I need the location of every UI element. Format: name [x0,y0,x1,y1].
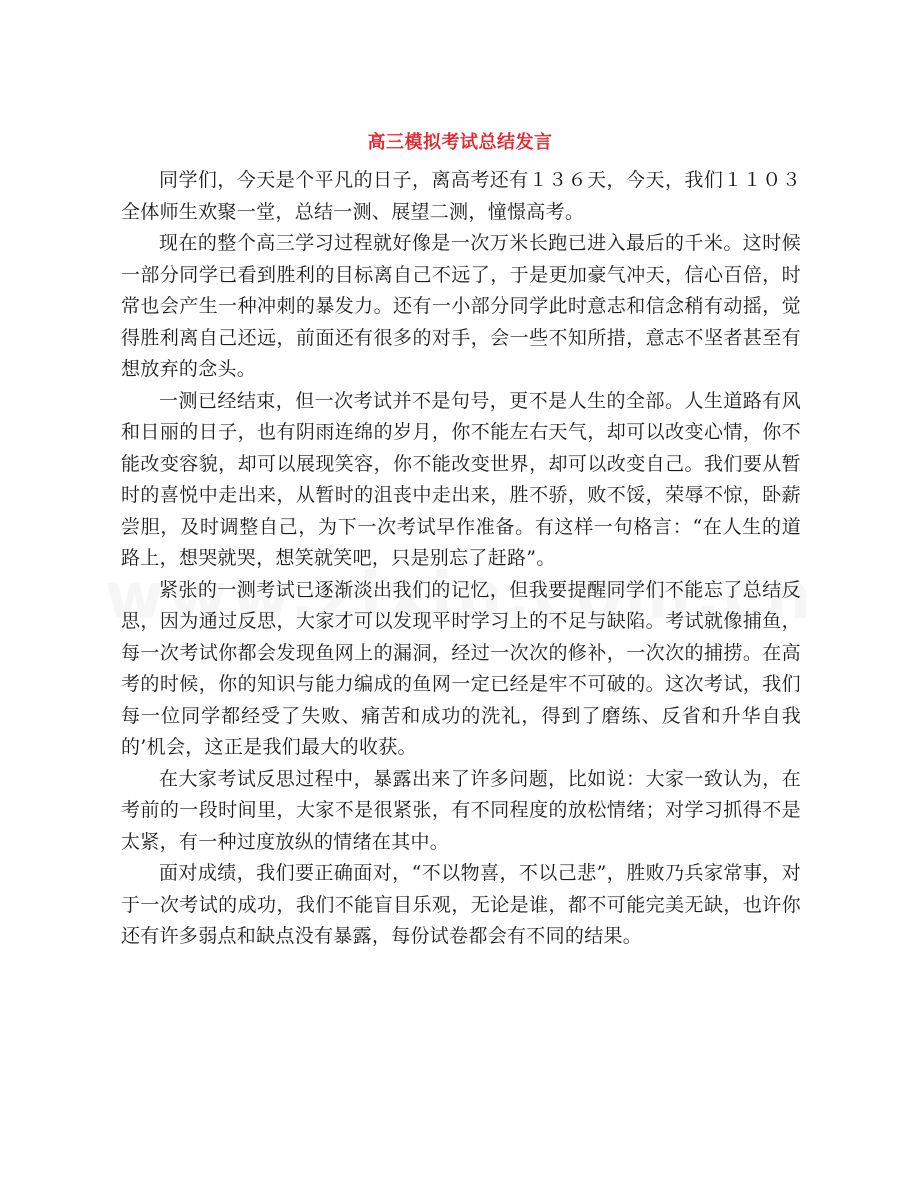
paragraph: 现在的整个高三学习过程就好像是一次万米长跑已进入最后的千米。这时候一部分同学已看到胜利的目标离自己不远了，于是更加豪气冲天，信心百倍，时常也会产生一种冲刺的暴发力。还有一小部分同学此时意志和信念稍有动摇，觉得胜利离自己还远，前面还有很多的对手，会一些不知所措，意志不坚者甚至有想放弃的念头。 [121,232,801,380]
paragraph: 紧张的一测考试已逐渐淡出我们的记忆，但我要提醒同学们不能忘了总结反思，因为通过反思，大家才可以发现平时学习上的不足与缺陷。考试就像捕鱼，每一次考试你都会发现鱼网上的漏洞，经过一次次的修补，一次次的捕捞。在高考的时候，你的知识与能力编成的鱼网一定已经是牢不可破的。这次考试，我们每一位同学都经受了失败、痛苦和成功的洗礼，得到了磨练、反省和升华自我的’机会，这正是我们最大的收获。 [121,578,801,758]
document-title: 高三模拟考试总结发言 [367,132,553,153]
paragraph: 面对成绩，我们要正确面对，“不以物喜，不以己悲”，胜败乃兵家常事，对于一次考试的成功，我们不能盲目乐观，无论是谁，都不可能完美无缺，也许你还有许多弱点和缺点没有暴露，每份试卷都会有不同的结果。 [121,862,801,947]
document-body [121,165,801,953]
paragraph: 在大家考试反思过程中，暴露出来了许多问题，比如说：大家一致认为，在考前的一段时间里，大家不是很紧张，有不同程度的放松情绪；对学习抓得不是太紧，有一种过度放纵的情绪在其中。 [121,767,801,853]
paragraph: 一测已经结束，但一次考试并不是句号，更不是人生的全部。人生道路有风和日丽的日子，也有阴雨连绵的岁月，你不能左右天气，却可以改变心情，你不能改变容貌，却可以展现笑容，你不能改变世界，却可以改变自己。我们要从暂时的喜悦中走出来，从暂时的沮丧中走出来，胜不骄，败不馁，荣辱不惊，卧薪尝胆，及时调整自己，为下一次考试早作准备。有这样一句格言：“在人生的道路上，想哭就哭，想笑就笑吧，只是别忘了赶路”。 [121,389,801,569]
paragraph: 同学们，今天是个平凡的日子，离高考还有１３６天，今天，我们１１０３全体师生欢聚一堂，总结一测、展望二测，憧憬高考。 [121,169,801,223]
